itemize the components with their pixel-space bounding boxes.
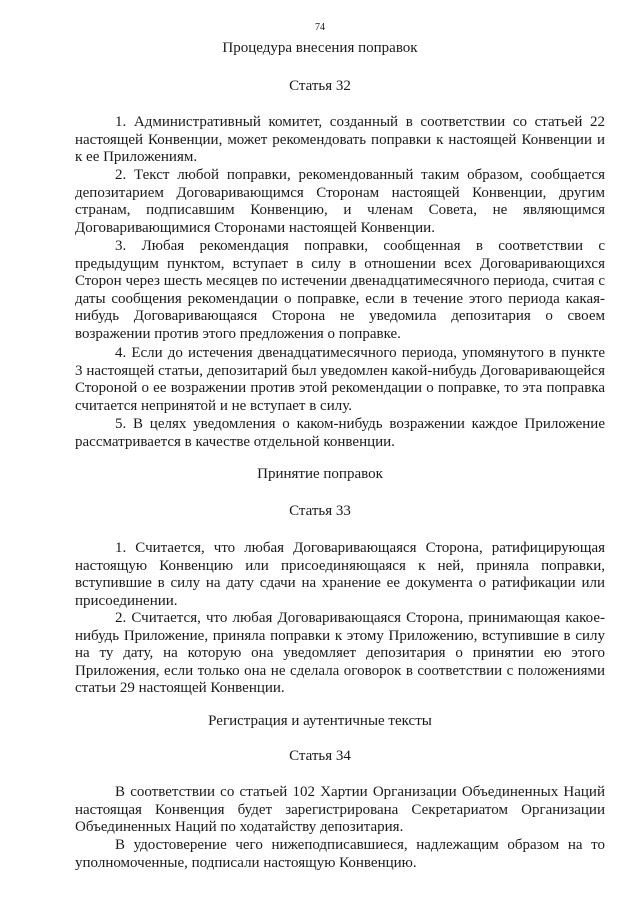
article-32-paragraph-2: 2. Текст любой поправки, рекомендованный таким образом, сообщается депозитарием Договаривающимся Сторонам настоящей Конвенции, другим странам, подписавшим Конвенцию, и членам Совета, не являющимся Договаривающимися Сторонами настоящей Конвенции. <box>75 167 605 236</box>
article-32-paragraph-5: 5. В целях уведомления о каком-нибудь возражении каждое Приложение рассматривается в качестве отдельной конвенции. <box>75 416 605 450</box>
article-32-paragraph-4: 4. Если до истечения двенадцатимесячного периода, упомянутого в пункте 3 настоящей статьи, депозитарий был уведомлен какой-нибудь Договаривающейся Стороной о ее возражении против этой рекомендации о поправке, то эта поправка считается непринятой и не вступает в силу. <box>75 345 605 414</box>
article-33-paragraph-1: 1. Считается, что любая Договаривающаяся Сторона, ратифицирующая настоящую Конвенцию или присоединяющаяся к ней, приняла поправки, вступившие в силу на дату сдачи на хранение ее документа о ратификации или присоединении. <box>75 540 605 609</box>
article-32-paragraph-3: 3. Любая рекомендация поправки, сообщенная в соответствии с предыдущим пунктом, вступает в силу в отношении всех Договаривающихся Сторон через шесть месяцев по истечении двенадцатимесячного периода, считая с даты сообщения рекомендации о поправке, если в течение этого периода какая-нибудь Договаривающаяся Сторона не уведомила депозитария о своем возражении против этого предложения о поправке. <box>75 238 605 342</box>
article-34-paragraph-1: В соответствии со статьей 102 Хартии Организации Объединенных Наций настоящая Конвенция будет зарегистрирована Секретариатом Организации Объединенных Наций по ходатайству депозитария. <box>75 784 605 836</box>
article-33-paragraph-2: 2. Считается, что любая Договаривающаяся Сторона, принимающая какое-нибудь Приложение, приняла поправки к этому Приложению, вступившие в силу на ту дату, на которую она уведомляет депозитария о принятии ею этого Приложения, если только она не сделала оговорок в соответствии с положениями статьи 29 настоящей Конвенции. <box>75 610 605 697</box>
article-34-paragraph-2: В удостоверение чего нижеподписавшиеся, надлежащим образом на то уполномоченные, подписали настоящую Конвенцию. <box>75 837 605 871</box>
section-heading-registration: Регистрация и аутентичные тексты <box>208 713 432 729</box>
section-heading-amendment-procedure: Процедура внесения поправок <box>222 40 418 56</box>
section-heading-adoption: Принятие поправок <box>257 466 383 482</box>
article-32-paragraph-1: 1. Административный комитет, созданный в соответствии со статьей 22 настоящей Конвенции, может рекомендовать поправки к настоящей Конвенции и к ее Приложениям. <box>75 114 605 166</box>
page-number: 74 <box>315 22 325 33</box>
article-32-title: Статья 32 <box>289 78 351 94</box>
article-34-title: Статья 34 <box>289 748 351 764</box>
article-33-title: Статья 33 <box>289 503 351 519</box>
